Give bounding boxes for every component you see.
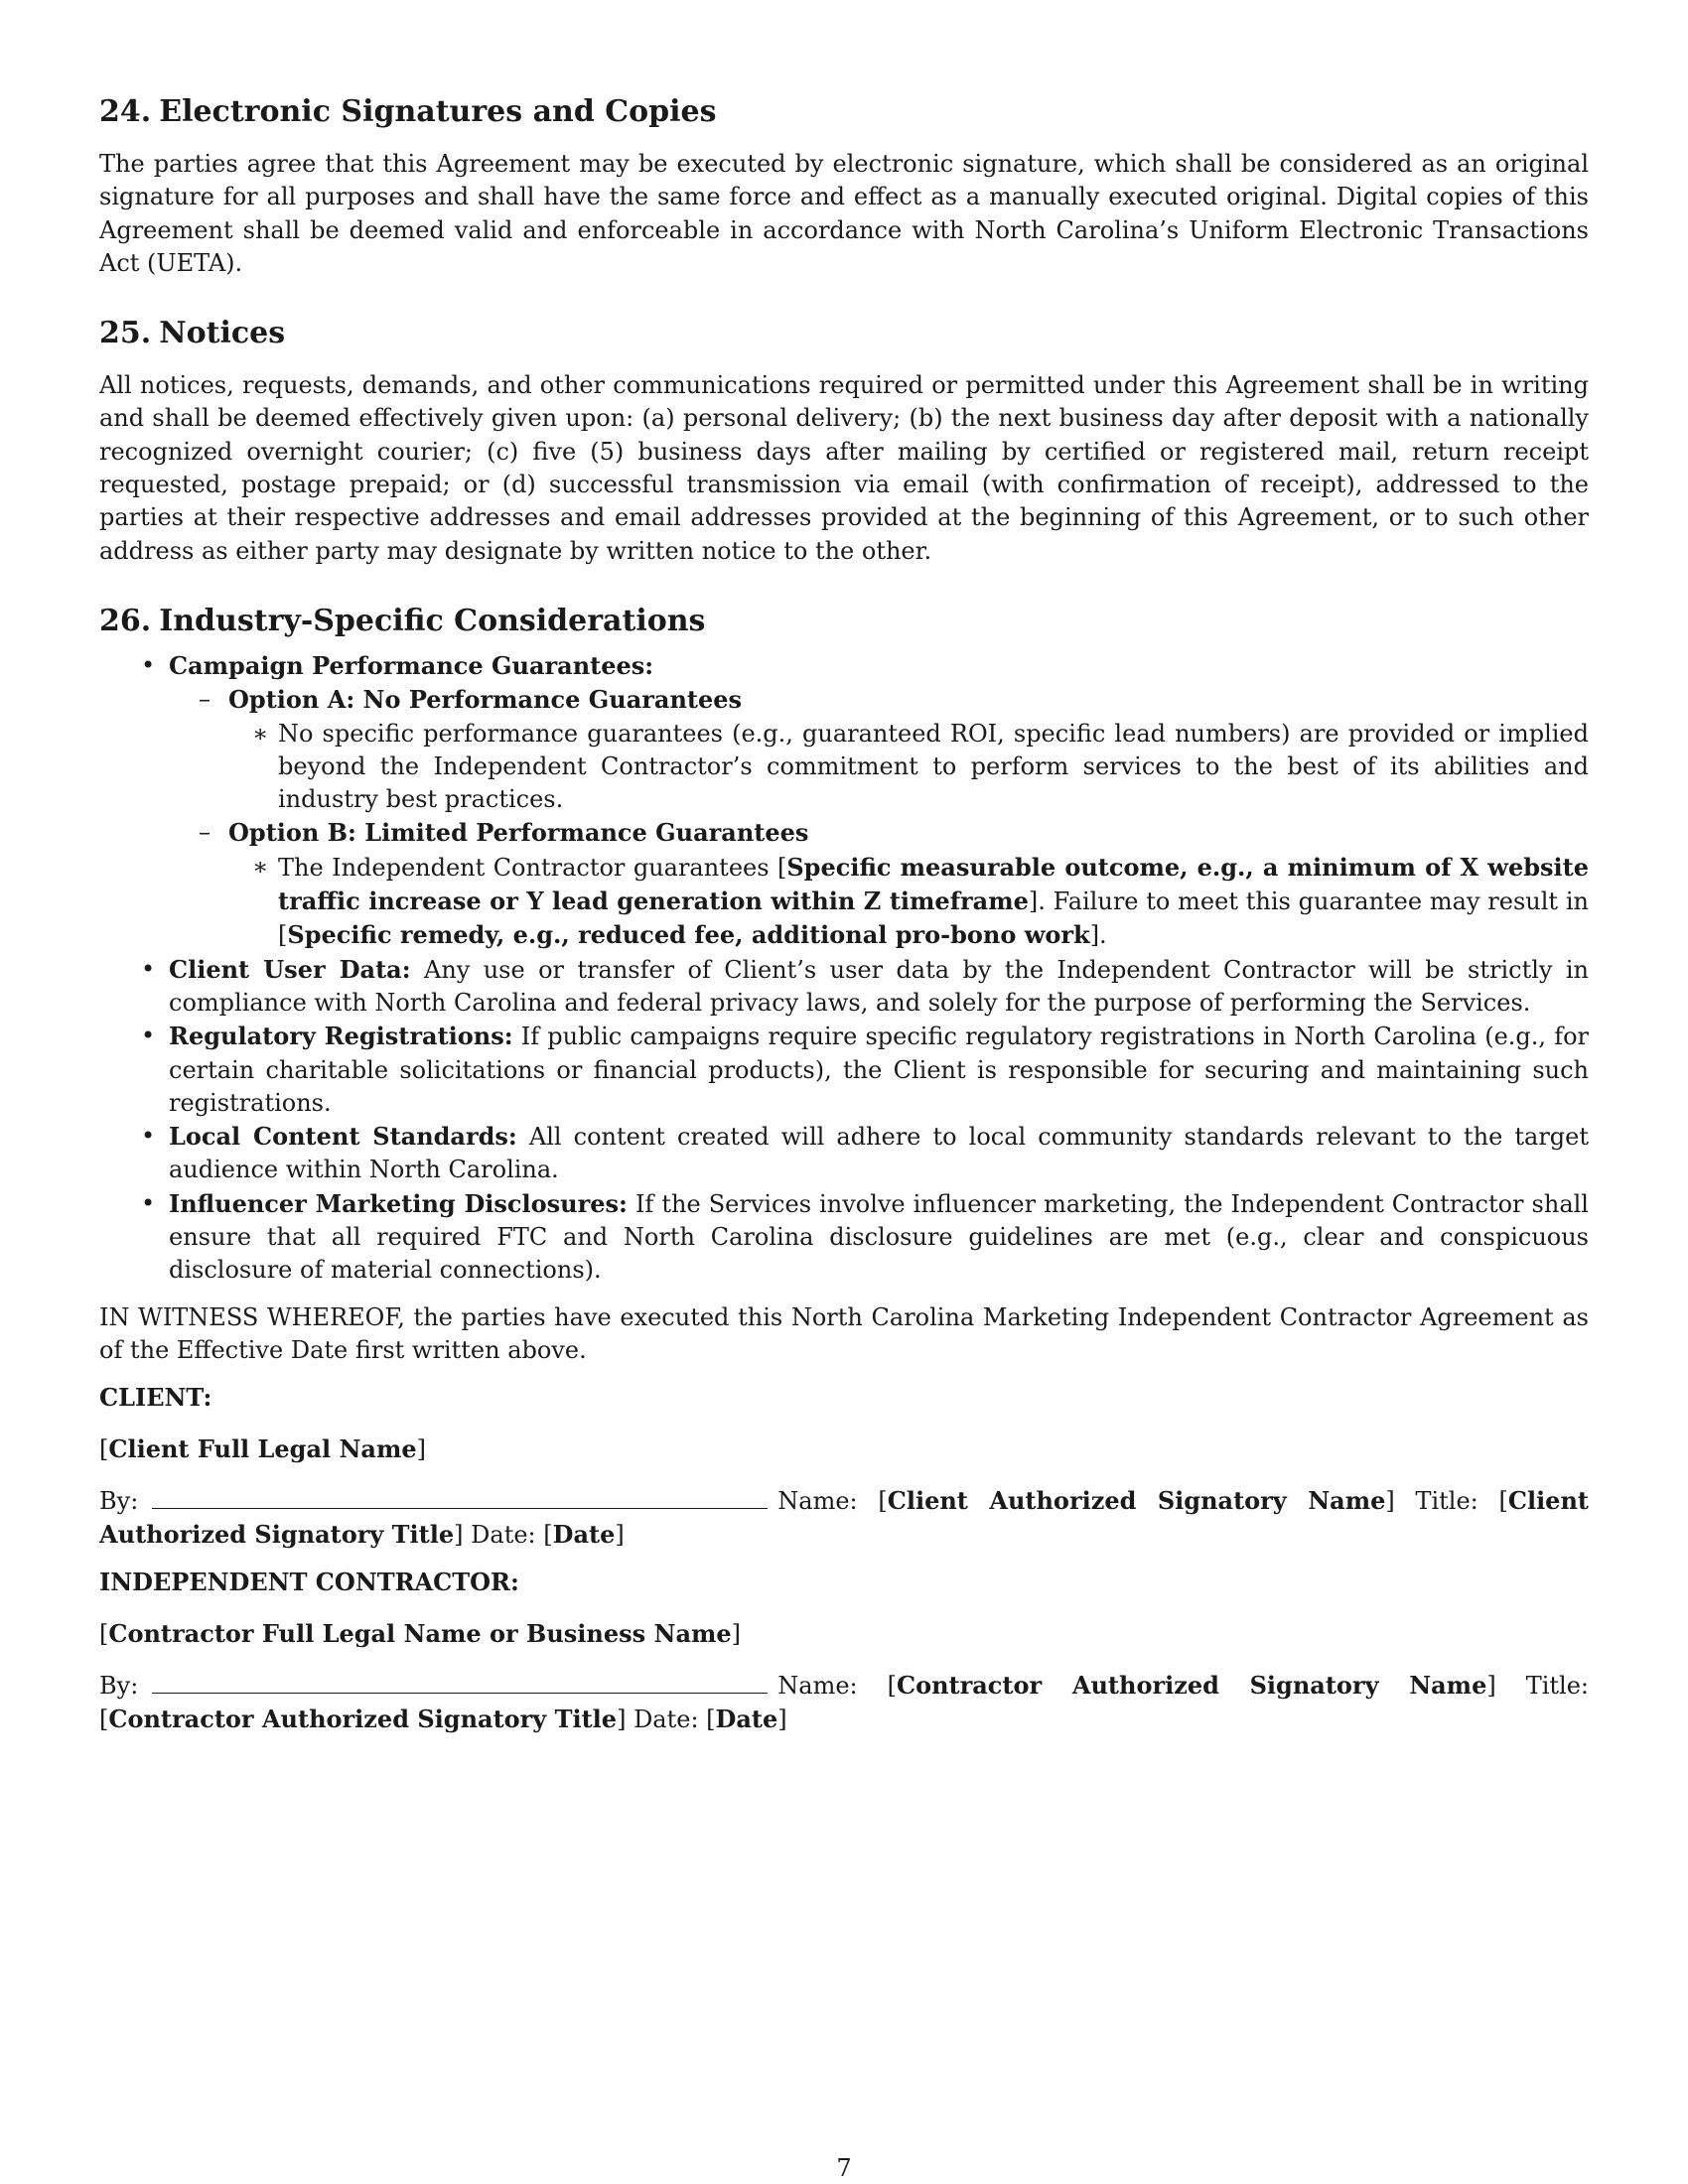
by-label: By:: [99, 1486, 139, 1515]
date-label: Date:: [471, 1521, 536, 1550]
option-detail: [228, 851, 1589, 953]
option-b-details: [228, 851, 1589, 953]
option-a-details: [228, 718, 1589, 817]
bullet-icon: •: [141, 1188, 156, 1217]
client-name: [Client Full Legal Name]: [99, 1433, 427, 1463]
option-text-post: ].: [1089, 921, 1107, 950]
contractor-label: INDEPENDENT CONTRACTOR:: [99, 1568, 519, 1597]
contractor-name-placeholder: Contractor Full Legal Name or Business Name: [108, 1618, 732, 1648]
option-a: [169, 683, 1589, 816]
item-label: Campaign Performance Guarantees:: [169, 650, 654, 680]
bullet-icon: •: [141, 954, 156, 983]
client-signature-field[interactable]: [152, 1484, 768, 1509]
section-heading: [99, 94, 1589, 130]
section-title: Electronic Signatures and Copies: [159, 94, 717, 129]
asterisk-icon: ∗: [252, 719, 269, 748]
by-label: By:: [99, 1671, 139, 1700]
bullet-icon: •: [141, 1022, 156, 1050]
item-text: All content created will adhere to local community standards relevant to the target audience within North Carolina.: [169, 1123, 1589, 1184]
client-signatory-title: Client Authorized Signatory Title: [99, 1485, 1589, 1550]
options-list: [169, 683, 1589, 952]
dash-icon: –: [199, 818, 211, 847]
contractor-name: [Contractor Full Legal Name or Business Name]: [99, 1618, 742, 1648]
section-title: Industry-Specific Considerations: [159, 603, 706, 638]
section-body: The parties agree that this Agreement may be executed by electronic signature, which shall be considered as an original signature for all purposes and shall have the same force and effect as a manually executed original. Digital copies of this Agreement shall be deemed valid and enforceable in accordance with North Carolina’s Uniform Electronic Transactions Act (UETA).: [99, 150, 1589, 277]
option-label: Option A: No Performance Guarantees: [228, 685, 743, 715]
option-text-mid: ]. Failure to meet this guarantee may result in [: [278, 887, 1589, 950]
name-label: Name:: [777, 1486, 858, 1515]
client-signatory-name: Client Authorized Signatory Name: [887, 1485, 1386, 1515]
section-number: 25.: [99, 316, 152, 351]
list-item-influencer: [99, 1187, 1589, 1288]
witness-clause: IN WITNESS WHEREOF, the parties have executed this North Carolina Marketing Independent Contractor Agreement as of the Effective Date first written above.: [99, 1302, 1589, 1364]
title-label: Title:: [1525, 1671, 1589, 1700]
name-label: Name:: [777, 1671, 858, 1700]
contractor-signatory-title: Contractor Authorized Signatory Title: [108, 1705, 618, 1734]
section-heading: [99, 316, 1589, 351]
bullet-icon: •: [141, 650, 156, 679]
item-label: Regulatory Registrations:: [169, 1022, 513, 1051]
date-label: Date:: [633, 1706, 699, 1734]
section-26: [99, 604, 1589, 1288]
contractor-signature-field[interactable]: [152, 1669, 768, 1694]
client-signature-line: By: Name: [Client Authorized Signatory Name] Title: [Client Authorized Signatory Title] Date: [Date]: [99, 1485, 1589, 1550]
section-24: [99, 94, 1589, 280]
client-date: Date: [552, 1520, 616, 1550]
item-text: Any use or transfer of Client’s user data by the Independent Contractor will be strictly in compliance with North Carolina and federal privacy laws, and solely for the purpose of performing the Services.: [169, 955, 1589, 1017]
document-page: [99, 94, 1589, 1737]
item-text: If public campaigns require specific regulatory registrations in North Carolina (e.g., for certain charitable solicitations or financial products), the Client is responsible for securing and maintaining such registrations.: [169, 1023, 1589, 1117]
contractor-signatory-name: Contractor Authorized Signatory Name: [896, 1670, 1487, 1700]
list-item-local-content: [99, 1120, 1589, 1187]
item-label: Influencer Marketing Disclosures:: [169, 1188, 628, 1218]
item-label: Local Content Standards:: [169, 1122, 517, 1152]
item-text: If the Services involve influencer marketing, the Independent Contractor shall ensure that all required FTC and North Carolina disclosure guidelines are met (e.g., clear and conspicuous disclosure of material connections).: [169, 1189, 1589, 1285]
section-number: 24.: [99, 94, 152, 129]
section-number: 26.: [99, 603, 152, 638]
list-item-regulatory: [99, 1020, 1589, 1120]
asterisk-icon: ∗: [252, 852, 269, 881]
option-b: [169, 816, 1589, 952]
dash-icon: –: [199, 685, 211, 714]
option-placeholder-remedy: Specific remedy, e.g., reduced fee, additional pro-bono work: [287, 920, 1090, 950]
page-number: 7: [836, 2154, 852, 2182]
option-text-pre: The Independent Contractor guarantees [: [278, 853, 787, 882]
title-label: Title:: [1415, 1486, 1478, 1515]
item-label: Client User Data:: [169, 954, 411, 984]
client-name-placeholder: Client Full Legal Name: [108, 1433, 417, 1463]
list-item-campaign: [99, 649, 1589, 953]
section-body: All notices, requests, demands, and other communications required or permitted under this Agreement shall be in writing and shall be deemed effectively given upon: (a) personal delivery; (b) the next business day after deposit with a nationally recognized overnight courier; (c) five (5) business days after mailing by certified or registered mail, return receipt requested, postage prepaid; or (d) successful transmission via email (with confirmation of receipt), addressed to the parties at their respective addresses and email addresses provided at the beginning of this Agreement, or to such other address as either party may designate by written notice to the other.: [99, 371, 1589, 565]
option-detail: [228, 718, 1589, 817]
contractor-date: Date: [715, 1705, 778, 1734]
considerations-list: [99, 649, 1589, 1288]
list-item-client-user-data: [99, 953, 1589, 1021]
client-label: CLIENT:: [99, 1383, 212, 1413]
option-text: No specific performance guarantees (e.g., guaranteed ROI, specific lead numbers) are provided or implied beyond the Independent Contractor’s commitment to perform services to the best of its abilities and industry best practices.: [278, 719, 1589, 814]
option-label: Option B: Limited Performance Guarantees: [228, 818, 809, 848]
contractor-signature-line: By: Name: [Contractor Authorized Signatory Name] Title: [Contractor Authorized Signatory Title] Date: [Date]: [99, 1670, 1589, 1734]
section-heading: [99, 604, 1589, 639]
option-placeholder-outcome: Specific measurable outcome, e.g., a minimum of X website traffic increase or Y lead generation within Z timeframe: [278, 852, 1589, 916]
bullet-icon: •: [141, 1122, 156, 1151]
section-title: Notices: [159, 316, 286, 351]
section-25: [99, 316, 1589, 568]
